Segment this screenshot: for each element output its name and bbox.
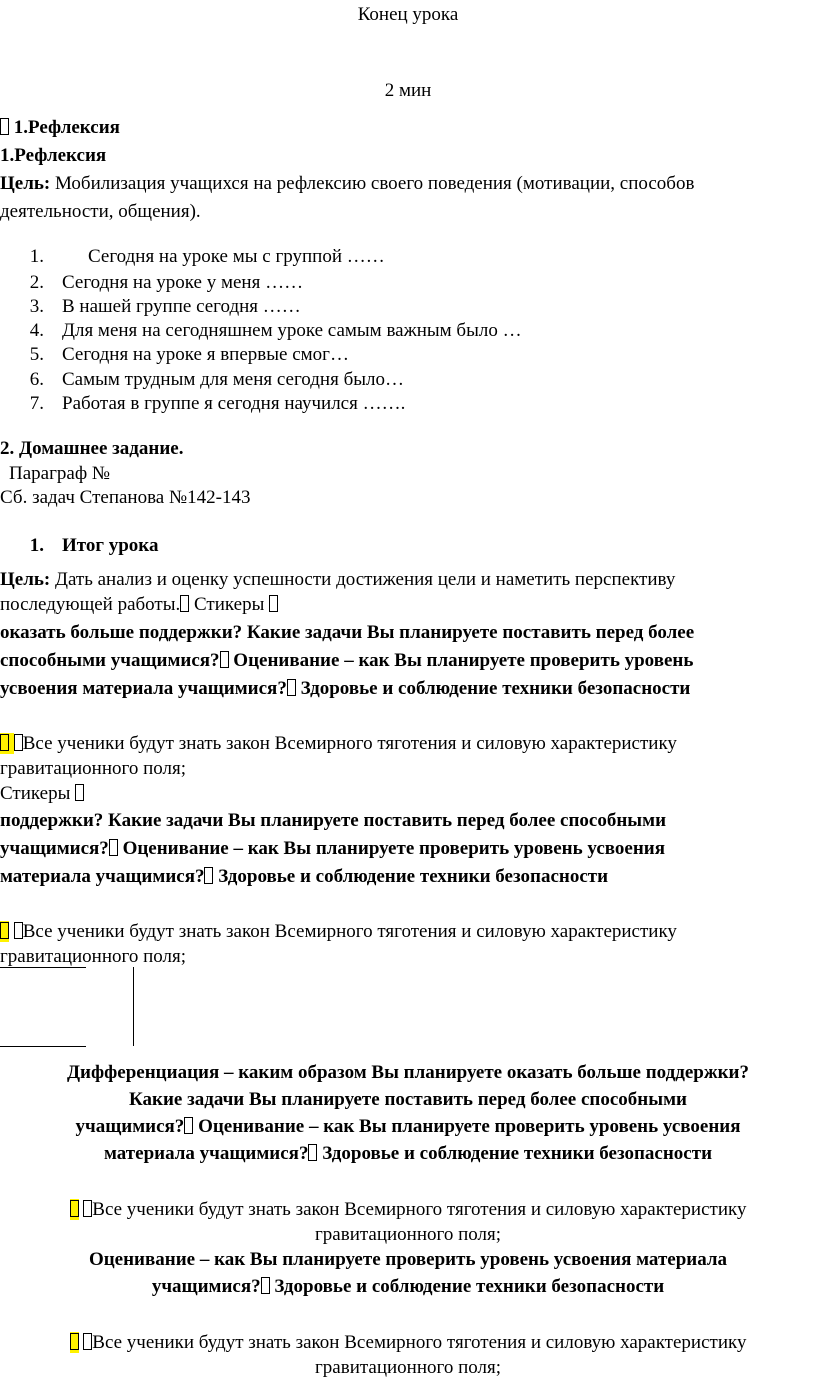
goal-text-cont: деятельности, общения). bbox=[0, 201, 201, 222]
homework-heading: 2. Домашнее задание. bbox=[0, 438, 184, 459]
missing-glyph-icon bbox=[14, 922, 23, 939]
reflection-heading-row bbox=[0, 116, 120, 140]
table-rule bbox=[0, 967, 86, 968]
missing-glyph-icon bbox=[83, 1200, 92, 1217]
reflection-goal bbox=[0, 172, 694, 196]
goal-label: Цель: bbox=[0, 173, 51, 194]
missing-glyph-icon bbox=[70, 1333, 79, 1350]
summary-goal-cont: последующей работы. Стикеры bbox=[0, 593, 278, 617]
missing-glyph-icon bbox=[220, 651, 229, 668]
outcome-4: Все ученики будут знать закон Всемирного тяготения и силовую характеристику bbox=[0, 1331, 816, 1355]
duration: 2 мин bbox=[384, 80, 432, 101]
missing-glyph-icon bbox=[75, 784, 84, 801]
missing-glyph-icon bbox=[308, 1144, 317, 1161]
outcome-3-cont: гравитационного поля; bbox=[315, 1224, 501, 1245]
outcome-2: Все ученики будут знать закон Всемирного тяготения и силовую характеристику bbox=[0, 920, 677, 944]
outcome-3: Все ученики будут знать закон Всемирного тяготения и силовую характеристику bbox=[0, 1198, 816, 1222]
homework-tasks: Сб. задач Степанова №142-143 bbox=[0, 487, 251, 508]
stickers-2: Стикеры bbox=[0, 782, 84, 806]
missing-glyph-icon bbox=[287, 679, 296, 696]
missing-glyph-icon bbox=[184, 1117, 193, 1134]
missing-glyph-icon bbox=[14, 734, 23, 751]
goal-text: Мобилизация учащихся на рефлексию своего поведения (мотивации, способов bbox=[55, 173, 695, 194]
table-rule bbox=[133, 967, 134, 1046]
summary-goal: Цель: Дать анализ и оценку успешности достижения цели и наметить перспективу bbox=[0, 569, 676, 590]
missing-glyph-icon bbox=[261, 1277, 270, 1294]
outcome-4-cont: гравитационного поля; bbox=[315, 1357, 501, 1378]
page-title: Конец урока bbox=[357, 4, 459, 25]
outcome-1-cont: гравитационного поля; bbox=[0, 758, 186, 779]
missing-glyph-icon bbox=[0, 734, 9, 751]
outcome-1: Все ученики будут знать закон Всемирного тяготения и силовую характеристику bbox=[0, 732, 677, 756]
table-rule bbox=[0, 1046, 86, 1047]
missing-glyph-icon bbox=[269, 595, 278, 612]
missing-glyph-icon bbox=[180, 595, 189, 612]
missing-glyph-icon bbox=[0, 922, 9, 939]
homework-paragraph: Параграф № bbox=[9, 463, 111, 484]
missing-glyph-icon bbox=[70, 1200, 79, 1217]
reflection-heading-2: 1.Рефлексия bbox=[0, 145, 107, 166]
missing-glyph-icon bbox=[204, 867, 213, 884]
missing-glyph-icon bbox=[83, 1333, 92, 1350]
missing-glyph-icon bbox=[0, 118, 9, 135]
missing-glyph-icon bbox=[109, 839, 118, 856]
reflection-heading: 1.Рефлексия bbox=[13, 117, 120, 138]
stickers-label: Стикеры bbox=[194, 594, 265, 615]
outcome-2-cont: гравитационного поля; bbox=[0, 946, 186, 967]
